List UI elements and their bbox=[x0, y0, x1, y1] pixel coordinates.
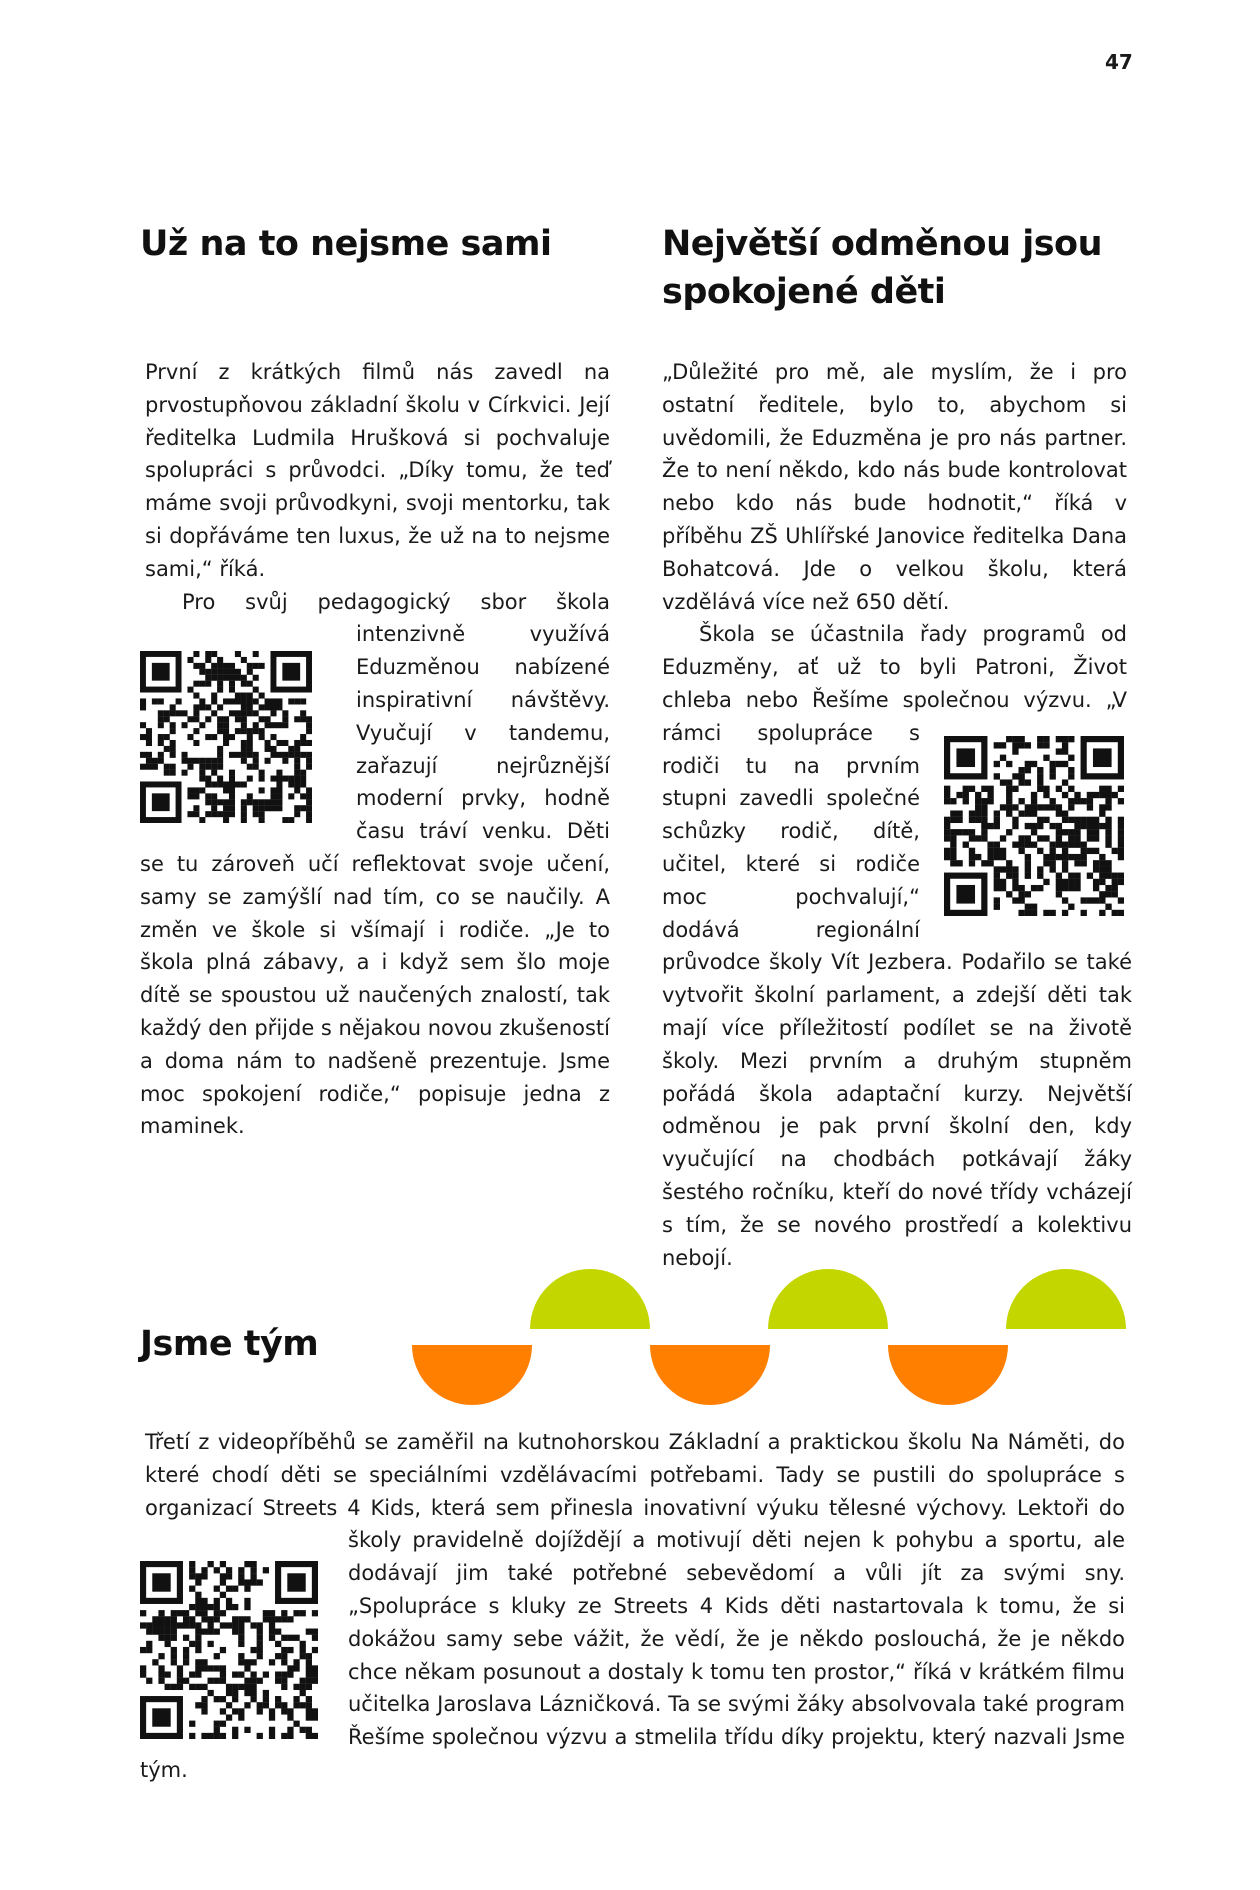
lime-semicircle bbox=[530, 1269, 650, 1329]
qr-code-icon[interactable] bbox=[140, 1561, 318, 1739]
orange-semicircle bbox=[650, 1345, 770, 1405]
paragraph: Pro svůj pedagogický sbor škola intenzivně využívá Eduzměnou nabízené inspirativní návštěvy. Vyučují v tandemu, zařazují nejrůznější moderní prvky, hodně času tráví venku. Děti se tu zároveň učí reflektovat svoje učení, samy se zamýšlí nad tím, co se naučily. A změn ve škole si všímají i rodiče. „Je to škola plná zábavy, a i když sem šlo moje dítě se spoustou už naučených znalostí, tak každý den přijde s nějakou novou zkušeností a doma nám to nadšeně prezentuje. Jsme moc spokojení rodiče,“ popisuje jedna z maminek. bbox=[140, 589, 610, 1139]
paragraph: První z krátkých filmů nás zavedl na prvostupňovou základní školu v Církvici. Její ředitelka Ludmila Hrušková si pochvaluje spolupráci s průvodci. „Díky tomu, že teď máme svoji průvodkyni, svoji mentorku, tak si dopřáváme ten luxus, že už na to nejsme sami,“ říká. bbox=[145, 360, 610, 581]
section-title-left: Už na to nejsme sami bbox=[140, 224, 552, 264]
paragraph: Škola se účastnila řady programů od Eduzměny, ať už to byli Patroni, Život chleba nebo Řešíme společnou výzvu. „V rámci spolupráce s rodiči tu na prvním stupni zavedli společné schůzky rodič, dítě, učitel, které si rodiče moc pochvalují,“ dodává regionální průvodce školy Vít Jezbera. Podařilo se také vytvořit školní parlament, a zdejší děti tak mají více příležitostí podílet se na životě školy. Mezi prvním a druhým stupněm pořádá škola adaptační kurzy. Největší odměnou je pak první školní den, kdy vyučující na chodbách potkávají žáky šestého ročníku, kteří do nové třídy vcházejí s tím, že se nového prostředí a kolektivu nebojí. bbox=[662, 622, 1132, 1270]
page-number: 47 bbox=[1105, 50, 1133, 74]
bottom-section-text bbox=[140, 1426, 1125, 1787]
section-title-right: Největší odměnou jsou spokojené děti bbox=[662, 224, 1102, 312]
lime-semicircle bbox=[1006, 1269, 1126, 1329]
section-title-bottom: Jsme tým bbox=[140, 1324, 319, 1364]
paragraph: Třetí z videopříběhů se zaměřil na kutnohorskou Základní a praktickou školu Na Náměti, do které chodí děti se speciálními vzdělávacími potřebami. Tady se pustili do spolupráce s organizací Streets 4 Kids, která sem přinesla inovativní výuku tělesné výchovy. Lektoři do školy pravidelně dojíždějí a motivují děti nejen k pohybu a sportu, ale dodávají jim také potřebné sebevědomí a vůli jít za svými sny. „Spolupráce s kluky ze Streets 4 Kids děti nastartovala k tomu, že si dokážou samy sebe vážit, že vědí, že je někdo poslouchá, že je někdo chce někam posunout a dostaly k tomu ten prostor,“ říká v krátkém filmu učitelka Jaroslava Lázničková. Ta se svými žáky absolvovala také program Řešíme společnou výzvu a stmelila třídu díky projektu, který nazvali Jsme tým. bbox=[140, 1430, 1125, 1782]
paragraph: „Důležité pro mě, ale myslím, že i pro ostatní ředitele, bylo to, abychom si uvědomili, že Eduzměna je pro nás partner. Že to není někdo, kdo nás bude kontrolovat nebo kdo nás bude hodnotit,“ říká v příběhu ZŠ Uhlířské Janovice ředitelka Dana Bohatcová. Jde o velkou školu, která vzdělává více než 650 dětí. bbox=[662, 360, 1127, 614]
lime-semicircle bbox=[768, 1269, 888, 1329]
orange-semicircle bbox=[888, 1345, 1008, 1405]
